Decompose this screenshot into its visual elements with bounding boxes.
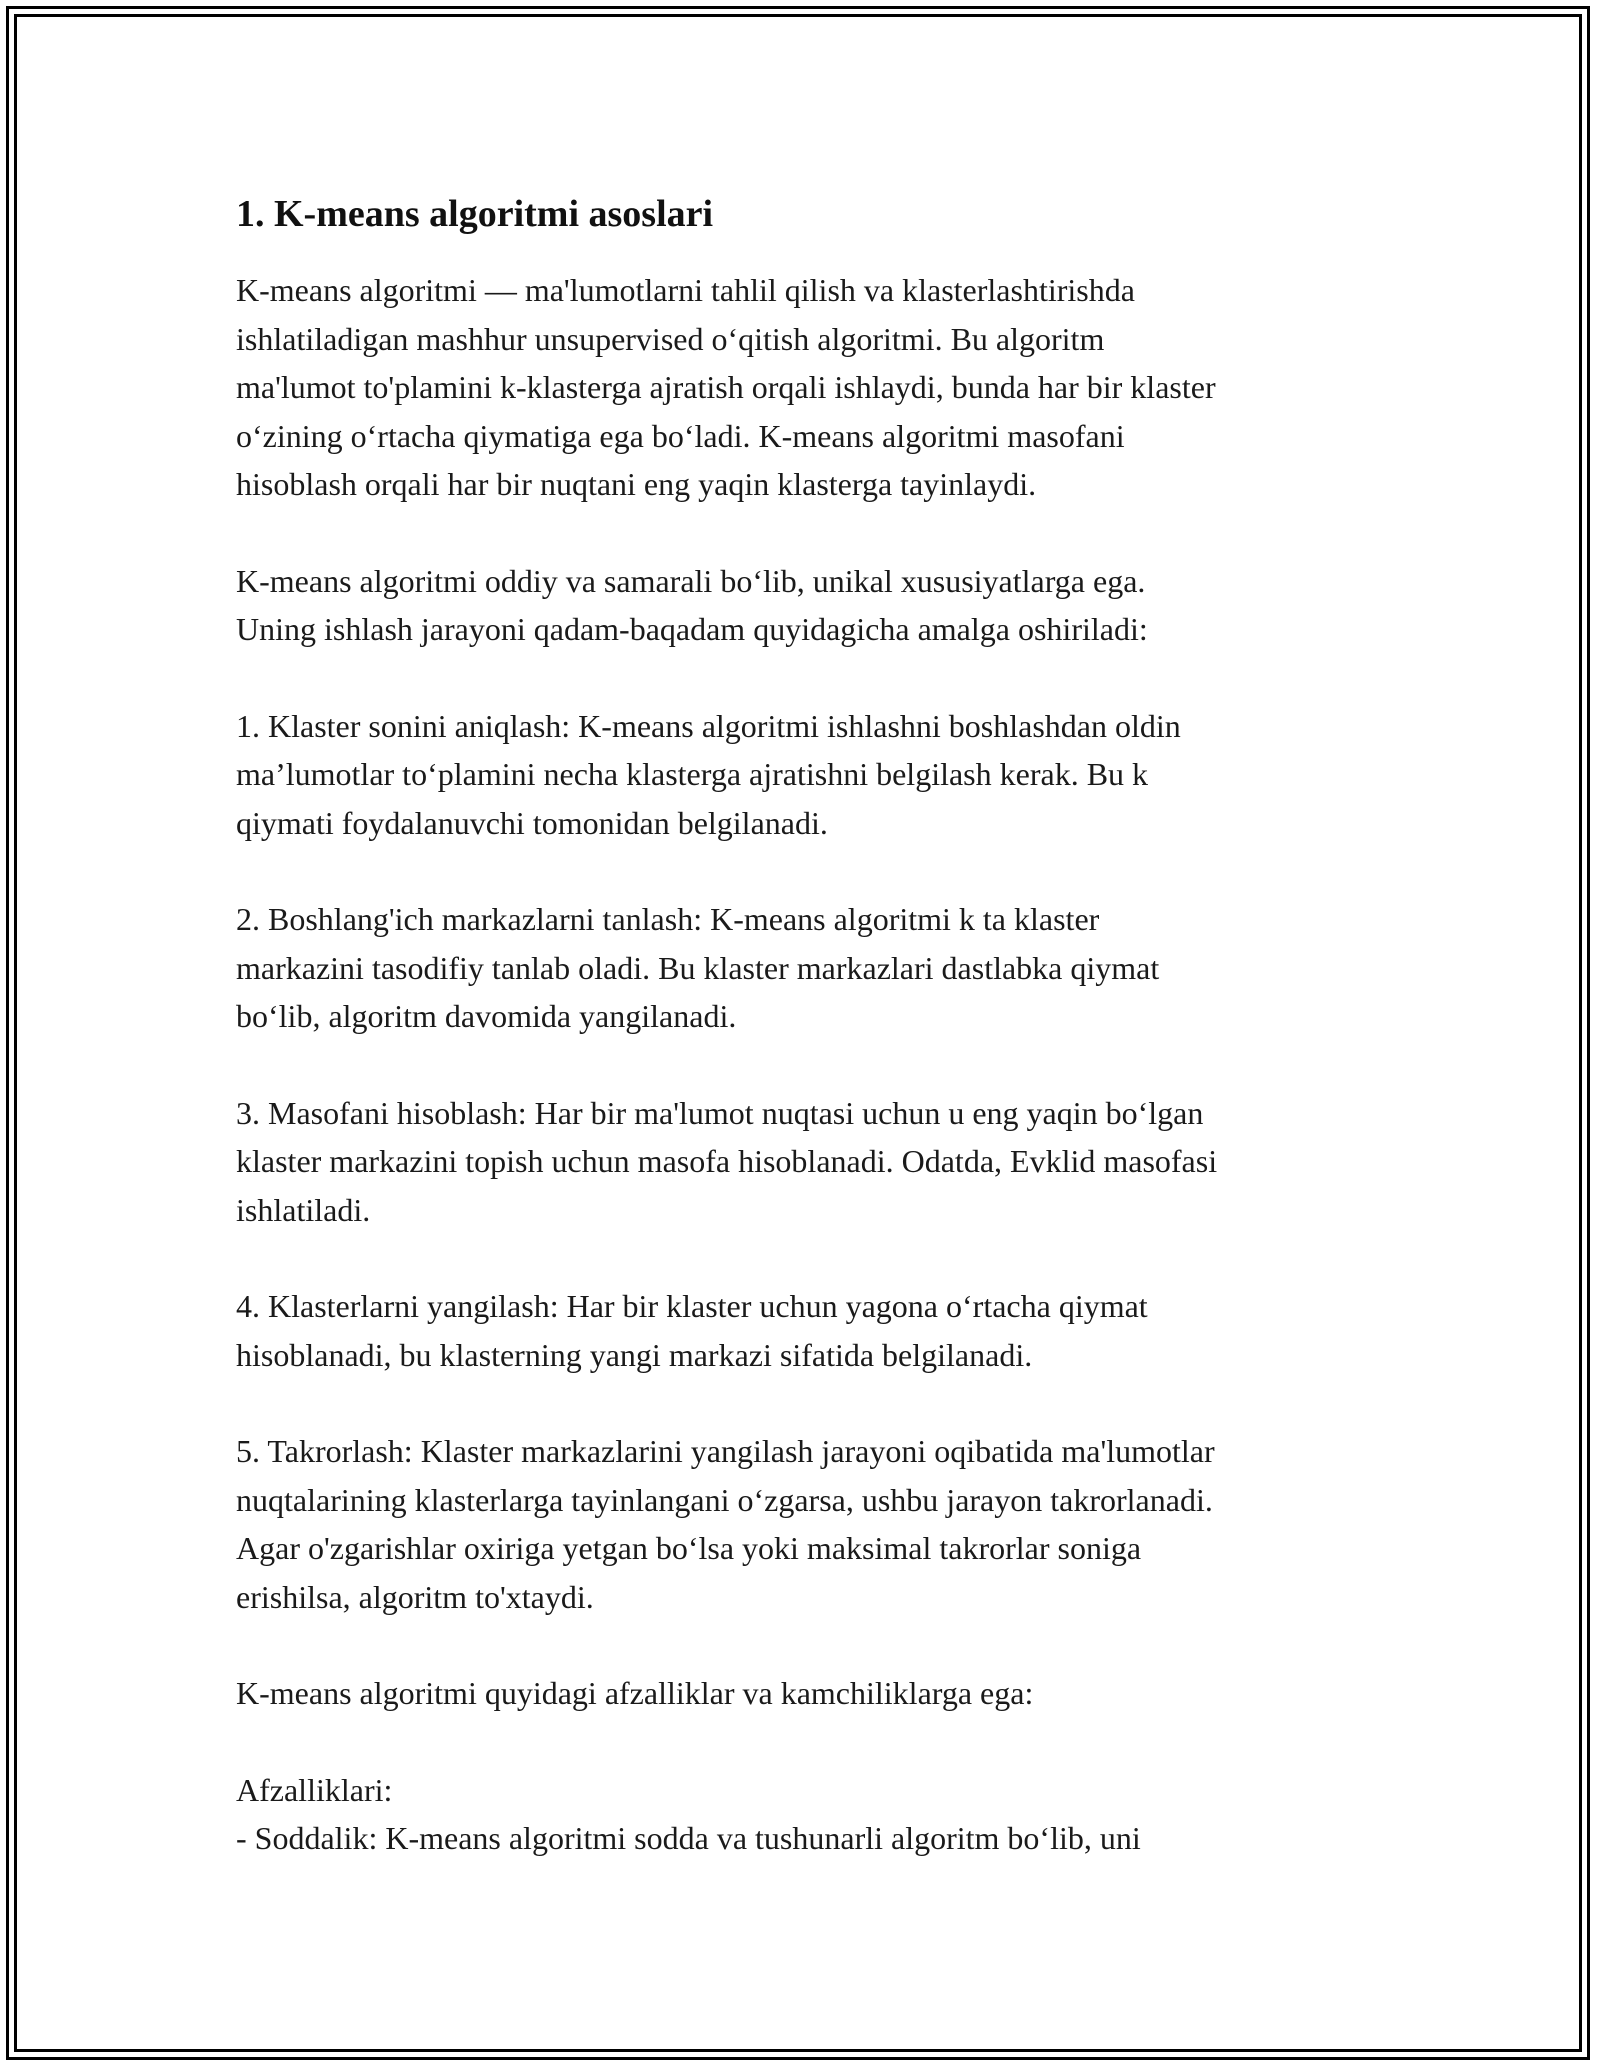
paragraph-gap [236, 1621, 1376, 1669]
paragraph-gap [236, 1234, 1376, 1282]
paragraph-gap [236, 1718, 1376, 1766]
paragraph-gap [236, 847, 1376, 895]
step-1-item: 1. Klaster sonini aniqlash: K-means algoritmi ishlashni boshlashdan oldin ma’lumotlar to‘plamini necha klasterga ajratishni belgilash kerak. Bu k qiymati foydalanuvchi tomonidan belgilanadi. [236, 707, 1181, 841]
step-5-item: 5. Takrorlash: Klaster markazlarini yangilash jarayoni oqibatida ma'lumotlar nuqtalarining klasterlarga tayinlangani o‘zgarsa, ushbu jarayon takrorlanadi. Agar o'zgarishlar oxiriga yetgan bo‘lsa yoki maksimal takrorlar soniga erishilsa, algoritm to'xtaydi. [236, 1433, 1215, 1615]
step-3-item: 3. Masofani hisoblash: Har bir ma'lumot nuqtasi uchun u eng yaqin bo‘lgan klaster markazini topish uchun masofa hisoblanadi. Odatda, Evklid masofasi ishlatiladi. [236, 1094, 1218, 1228]
paragraph-pros-cons-intro: K-means algoritmi quyidagi afzalliklar va kamchiliklarga ega: [236, 1675, 1034, 1711]
paragraph-advantages: Afzalliklari: - Soddalik: K-means algoritmi sodda va tushunarli algoritm bo‘lib, uni [236, 1771, 1141, 1856]
step-2-item: 2. Boshlang'ich markazlarni tanlash: K-means algoritmi k ta klaster markazini tasodifiy tanlab oladi. Bu klaster markazlari dastlabka qiymat bo‘lib, algoritm davomida yangilanadi. [236, 901, 1160, 1034]
document-body [236, 186, 1376, 1863]
paragraph-intro: K-means algoritmi — ma'lumotlarni tahlil qilish va klasterlashtirishda ishlatiladigan mashhur unsupervised o‘qitish algoritmi. Bu algoritm ma'lumot to'plamini k-klasterga ajratish orqali ishlaydi, bunda har bir klaster o‘zining o‘rtacha qiymatiga ega bo‘ladi. K-means algoritmi masofani hisoblash orqali har bir nuqtani eng yaqin klasterga tayinlaydi. [236, 272, 1216, 502]
step-4-item: 4. Klasterlarni yangilash: Har bir klaster uchun yagona o‘rtacha qiymat hisoblanadi, bu klasterning yangi markazi sifatida belgilanadi. [236, 1288, 1148, 1373]
section-heading: 1. K-means algoritmi asoslari [236, 193, 714, 235]
paragraph-gap [236, 1379, 1376, 1427]
paragraph-gap [236, 1041, 1376, 1089]
paragraph-overview: K-means algoritmi oddiy va samarali bo‘lib, unikal xususiyatlarga ega. Uning ishlash jarayoni qadam-baqadam quyidagicha amalga oshiriladi: [236, 562, 1148, 647]
paragraph-gap [236, 654, 1376, 702]
paragraph-gap [236, 509, 1376, 557]
